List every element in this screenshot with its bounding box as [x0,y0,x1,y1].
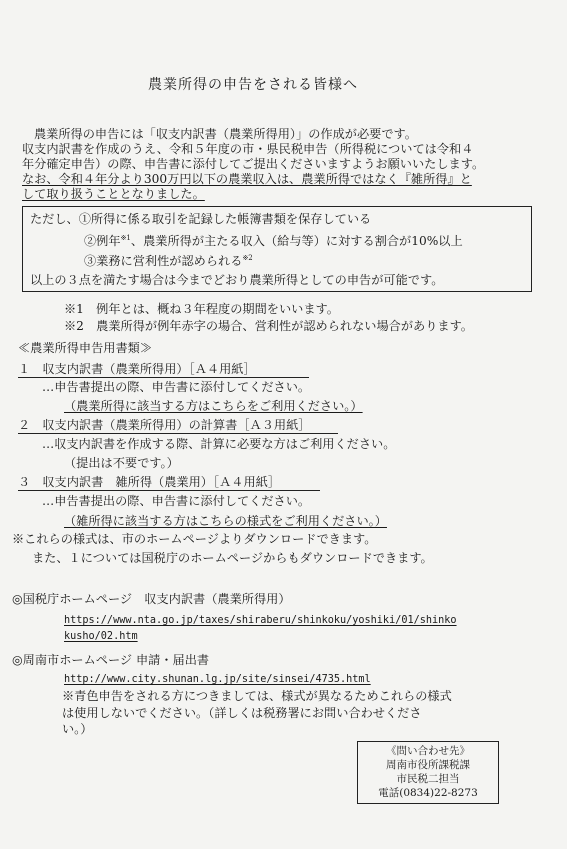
intro-line-5: して取り扱うこととなりました。 [22,187,205,201]
forms-heading: ≪農業所得申告用書類≫ [18,341,153,355]
condition-1: ただし、①所得に係る取引を記録した帳簿書類を保存している [30,212,372,226]
form-2-desc-2: （提出は不要です。） [64,456,179,470]
blue-return-note-2: は使用しないでください。（詳しくは税務署にお問い合わせくださ [62,706,422,720]
form-2-underline [18,433,338,434]
condition-2: ②例年$^{※1}$、農業所得が主たる収入（給与等）に対する割合が10%以上 [84,234,463,249]
page-title: 農業所得の申告をされる皆様へ [148,77,358,93]
contact-box [357,741,499,804]
city-link-label: ◎周南市ホームページ 申請・届出書 [12,653,210,667]
form-1-title: １ 収支内訳書（農業所得用）［Ａ４用紙］ [18,362,256,376]
download-note-1: ※これらの様式は、市のホームページよりダウンロードできます。 [12,532,377,546]
note-1: ※1 例年とは、概ね３年程度の期間をいいます。 [64,302,339,316]
form-1-desc-2: （農業所得に該当する方はこちらをご利用ください。） [64,399,363,413]
download-note-2: また、１については国税庁のホームページからもダウンロードできます。 [32,551,433,565]
form-3-desc-1: …申告書提出の際、申告書に添付してください。 [42,494,311,508]
contact-phone: 電話(0834)22-8273 [378,787,478,799]
blue-return-note-3: い。） [62,722,93,736]
nta-link-label: ◎国税庁ホームページ 収支内訳書（農業所得用） [12,592,291,606]
blue-return-note-1: ※青色申告をされる方につきましては、様式が異なるためこれらの様式 [62,689,452,703]
intro-line-1: 農業所得の申告には「収支内訳書（農業所得用）」の作成が必要です。 [34,127,417,141]
intro-line-4: なお、令和４年分より300万円以下の農業収入は、農業所得ではなく『雑所得』と [22,172,472,186]
nta-link-url-1[interactable]: https://www.nta.go.jp/taxes/shiraberu/shinkoku/yoshiki/01/shinko [64,615,457,626]
condition-3: ③業務に営利性が認められる$^{※2}$ [84,254,253,269]
form-3-title: ３ 収支内訳書 雑所得（農業用）［Ａ４用紙］ [18,475,281,489]
intro-line-3: 年分確定申告）の際、申告書に添付してご提出くださいますようお願いいたします。 [22,157,485,171]
form-3-underline [18,490,320,491]
form-1-desc-1: …申告書提出の際、申告書に添付してください。 [42,380,311,394]
form-3-desc-2: （雑所得に該当する方はこちらの様式をご利用ください。） [64,514,387,528]
contact-section: 市民税二担当 [396,773,460,785]
intro-line-2: 収支内訳書を作成のうえ、令和５年度の市・県民税申告（所得税については令和４ [22,142,474,156]
nta-link-url-2[interactable]: kusho/02.htm [64,631,138,642]
contact-heading: 《問い合わせ先》 [386,745,470,757]
contact-department: 周南市役所課税課 [386,759,470,771]
note-2: ※2 農業所得が例年赤字の場合、営利性が認められない場合があります。 [64,319,473,333]
form-1-underline [18,377,309,378]
form-2-desc-1: …収支内訳書を作成する際、計算に必要な方はご利用ください。 [42,437,396,451]
conditions-summary: 以上の３点を満たす場合は今までどおり農業所得としての申告が可能です。 [30,273,444,287]
form-2-title: ２ 収支内訳書（農業所得用）の計算書［Ａ３用紙］ [18,418,311,432]
city-link-url[interactable]: http://www.city.shunan.lg.jp/site/sinsei/4735.html [64,674,371,685]
